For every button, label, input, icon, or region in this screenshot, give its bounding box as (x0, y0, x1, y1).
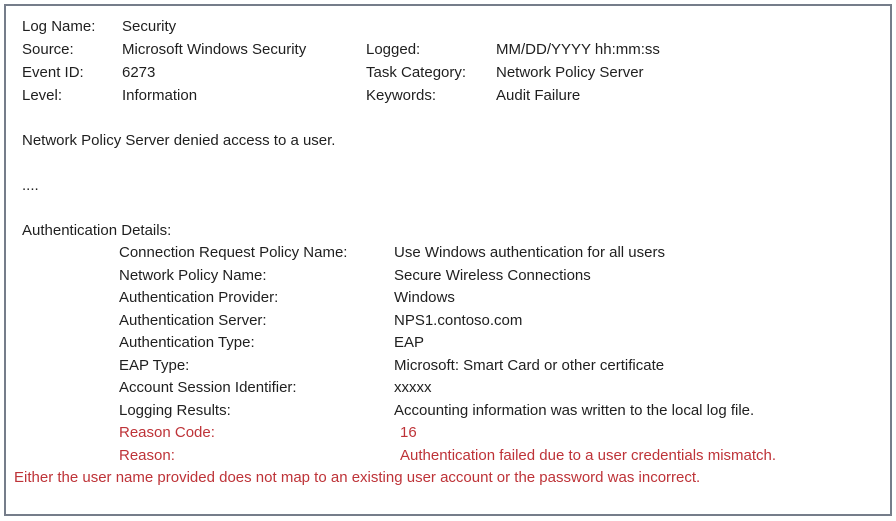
field-value: MM/DD/YYYY hh:mm:ss (496, 41, 660, 58)
field-label: Keywords: (366, 87, 437, 104)
authentication-details-list (22, 242, 874, 467)
field-label: Task Category: (366, 64, 467, 81)
detail-row-eap-type (22, 355, 874, 378)
field-value: Authentication failed due to a user credentials mismatch. (400, 446, 777, 464)
detail-row-account-session-identifier (22, 377, 874, 400)
field-value: Accounting information was written to the local log file. (394, 401, 755, 419)
field-label: Authentication Type: (119, 334, 255, 351)
field-value: Microsoft: Smart Card or other certificate (394, 356, 665, 374)
field-value (496, 15, 874, 38)
detail-row-logging-results (22, 400, 874, 423)
field-value: Information (122, 87, 198, 104)
field-value: NPS1.contoso.com (394, 311, 523, 329)
event-description: Network Policy Server denied access to a user. (22, 132, 336, 149)
field-value: xxxxx (394, 379, 432, 396)
detail-row-authentication-provider (22, 287, 874, 310)
detail-row-connection-request-policy (22, 242, 874, 265)
field-value: Audit Failure (496, 87, 581, 104)
field-label: Authentication Provider: (119, 289, 279, 306)
field-value: 6273 (122, 64, 156, 81)
field-value: Microsoft Windows Security (122, 41, 307, 58)
field-label: Log Name: (22, 18, 96, 35)
field-value: 16 (400, 424, 417, 441)
field-value: Secure Wireless Connections (394, 266, 591, 284)
detail-row-reason-code (22, 422, 874, 445)
field-label: Event ID: (22, 64, 84, 81)
field-label: Reason: (119, 446, 175, 464)
field-label: Logged: (366, 41, 421, 58)
header-row-log-name (22, 15, 874, 38)
field-value: Windows (394, 289, 455, 306)
detail-row-network-policy-name (22, 265, 874, 288)
field-label: Connection Request Policy Name: (119, 244, 348, 261)
detail-row-authentication-server (22, 310, 874, 333)
event-header (22, 15, 874, 107)
omitted-text-ellipsis: .... (22, 177, 39, 194)
field-value: EAP (394, 334, 425, 351)
field-label: Account Session Identifier: (119, 379, 297, 396)
reason-continuation-text: Either the user name provided does not map to an existing user account or the password was incorrect. (14, 469, 701, 486)
field-label: Authentication Server: (119, 311, 267, 329)
field-value: Network Policy Server (496, 64, 644, 81)
header-row-eventid-taskcategory (22, 61, 874, 84)
field-label: EAP Type: (119, 356, 190, 374)
event-log-panel (4, 4, 892, 516)
authentication-details-heading: Authentication Details: (22, 222, 172, 239)
field-label: Reason Code: (119, 424, 215, 441)
field-label: Logging Results: (119, 401, 231, 419)
detail-row-reason (22, 445, 874, 468)
field-value: Use Windows authentication for all users (394, 244, 665, 261)
field-label: Source: (22, 41, 74, 58)
field-value: Security (122, 18, 177, 35)
header-row-level-keywords (22, 84, 874, 107)
detail-row-authentication-type (22, 332, 874, 355)
field-label (366, 15, 496, 38)
field-label: Network Policy Name: (119, 266, 267, 284)
field-label: Level: (22, 87, 63, 104)
header-row-source-logged (22, 38, 874, 61)
